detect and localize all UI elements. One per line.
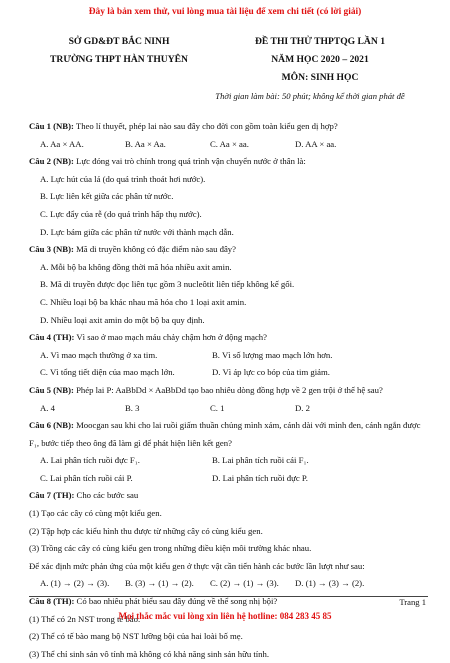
step-1: (1) Tạo các cây có cùng một kiểu gen. (29, 508, 162, 519)
option-d: D. Vì áp lực co bóp của tim giảm. (212, 367, 330, 378)
option-b: B. Mã di truyền được đọc liên tục gồm 3 nucleôtit liên tiếp không kế gối. (40, 279, 295, 290)
question-label: Câu 4 (TH): (29, 332, 75, 343)
exam-header (0, 33, 450, 113)
question-4 (29, 329, 426, 347)
option-d: D. 2 (295, 402, 310, 413)
answer-options (29, 400, 426, 418)
question-label: Câu 1 (NB): (29, 121, 74, 131)
option-b: B. Lực liên kết giữa các phân tử nước. (40, 191, 174, 202)
option-a: A. Vì mao mạch thường ở xa tim. (40, 349, 158, 360)
question-prompt: Để xác định mức phản ứng của một kiểu gen ở thực vật cần tiến hành các bước lần lượt như sau: (29, 560, 365, 571)
preview-banner: Đây là bản xem thử, vui lòng mua tài liệu để xem chi tiết (có lời giải) (88, 7, 362, 17)
question-label: Câu 8 (TH): (29, 596, 75, 607)
question-3 (29, 241, 426, 259)
answer-options (29, 470, 426, 488)
option-a: A. Lai phân tích ruồi đực F₁. (40, 455, 140, 466)
option-d: D. Lai phân tích ruồi đực P. (212, 472, 308, 483)
question-text: Lực đóng vai trò chính trong quá trình vận chuyển nước ở thân là: (73, 156, 306, 167)
question-label: Câu 3 (NB): (29, 244, 74, 255)
question-label: Câu 7 (TH): (29, 490, 75, 501)
question-text: Moocgan sau khi cho lai ruồi giấm thuần chủng mình xám, cánh dài với mình đen, cánh ngắn được F₁, bước tiếp theo ông đã làm gì để phát hiện liên kết gen? (29, 420, 421, 448)
exam-title: ĐỀ THI THỬ THPTQG LẦN 1 (255, 36, 385, 47)
step-3: (3) Trồng các cây có cùng kiểu gen trong những điều kiện môi trường khác nhau. (29, 543, 312, 554)
option-d: D. Lực bám giữa các phân tử nước với thành mạch dẫn. (40, 226, 234, 237)
hotline-notice: Mọi thắc mắc vui lòng xin liên hệ hotline: 084 283 45 85 (118, 611, 332, 621)
statement-3: (3) Thể chỉ sinh sản vô tính mà không có khả năng sinh sản hữu tính. (29, 648, 270, 659)
step-2: (2) Tập hợp các kiểu hình thu được từ những cây có cùng kiểu gen. (29, 525, 263, 536)
question-label: Câu 5 (NB): (29, 384, 74, 395)
time-note: Thời gian làm bài: 50 phút; không kể thời gian phát đề (215, 91, 405, 101)
question-text: Mã di truyền không có đặc điểm nào sau đây? (73, 244, 237, 255)
question-1 (29, 118, 426, 136)
question-text: Phép lai P: AaBbDd × AaBbDd tạo bao nhiêu dòng đồng hợp về 2 gen trội ở thế hệ sau? (73, 384, 383, 395)
department-name: SỞ GD&ĐT BẮC NINH (68, 36, 170, 47)
question-6 (29, 417, 426, 452)
exam-content (29, 118, 426, 663)
option-c: C. 1 (210, 402, 225, 413)
option-c: C. Nhiều loại bộ ba khác nhau mã hóa cho 1 loại axit amin. (40, 296, 247, 307)
question-7 (29, 487, 426, 505)
option-c: C. (2) → (1) → (3). (210, 578, 279, 589)
page-number: Trang 1 (399, 597, 426, 607)
option-a: A. (1) → (2) → (3). (40, 578, 110, 589)
exam-info (215, 33, 410, 105)
option-b: B. Aa × Aa. (125, 138, 166, 149)
question-2 (29, 153, 426, 171)
question-text: Vì sao ở mao mạch máu chảy chậm hơn ở động mạch? (74, 332, 268, 343)
question-label: Câu 2 (NB): (29, 156, 74, 167)
option-b: B. 3 (125, 402, 140, 413)
option-c: C. Lực đẩy của rễ (do quá trình hấp thụ nước). (40, 208, 202, 219)
option-d: D. Nhiều loại axit amin do một bộ ba quy định. (40, 314, 205, 325)
question-text: Cho các bước sau (74, 490, 139, 501)
option-a: A. Mỗi bộ ba không đồng thời mã hóa nhiều axit amin. (40, 261, 232, 272)
school-info (34, 33, 204, 69)
option-c: C. Vì tổng tiết diện của mao mạch lớn. (40, 367, 175, 378)
answer-options (29, 136, 426, 154)
school-year: NĂM HỌC 2020 – 2021 (271, 54, 369, 65)
answer-options (29, 364, 426, 382)
statement-2: (2) Thể có tế bào mang bộ NST lưỡng bội của hai loài bố mẹ. (29, 631, 243, 642)
option-c: C. Aa × aa. (210, 138, 249, 149)
answer-options (29, 347, 426, 365)
answer-options (29, 575, 426, 593)
option-d: D. (1) → (3) → (2). (295, 578, 365, 589)
question-text: Theo lí thuyết, phép lai nào sau đây cho đời con gồm toàn kiểu gen dị hợp? (73, 121, 338, 131)
option-a: A. Lực hút của lá (do quá trình thoát hơi nước). (40, 173, 206, 184)
option-d: D. AA × aa. (295, 138, 337, 149)
footer-divider (29, 596, 428, 597)
question-text: Có bao nhiêu phát biểu sau đây đúng về thể song nhị bội? (74, 596, 278, 607)
option-b: B. (3) → (1) → (2). (125, 578, 194, 589)
question-label: Câu 6 (NB): (29, 420, 74, 431)
option-b: B. Vì số lượng mao mạch lớn hơn. (212, 349, 333, 360)
answer-options (29, 452, 426, 470)
option-a: A. Aa × AA. (40, 138, 84, 149)
option-b: B. Lai phân tích ruồi cái F₁. (212, 455, 309, 466)
school-name: TRƯỜNG THPT HÀN THUYÊN (50, 54, 188, 65)
subject: MÔN: SINH HỌC (281, 72, 359, 83)
statement-1: (1) Thể có 2n NST trong tế bào. (29, 613, 141, 624)
option-c: C. Lai phân tích ruồi cái P. (40, 472, 133, 483)
option-a: A. 4 (40, 402, 55, 413)
question-5 (29, 382, 426, 400)
